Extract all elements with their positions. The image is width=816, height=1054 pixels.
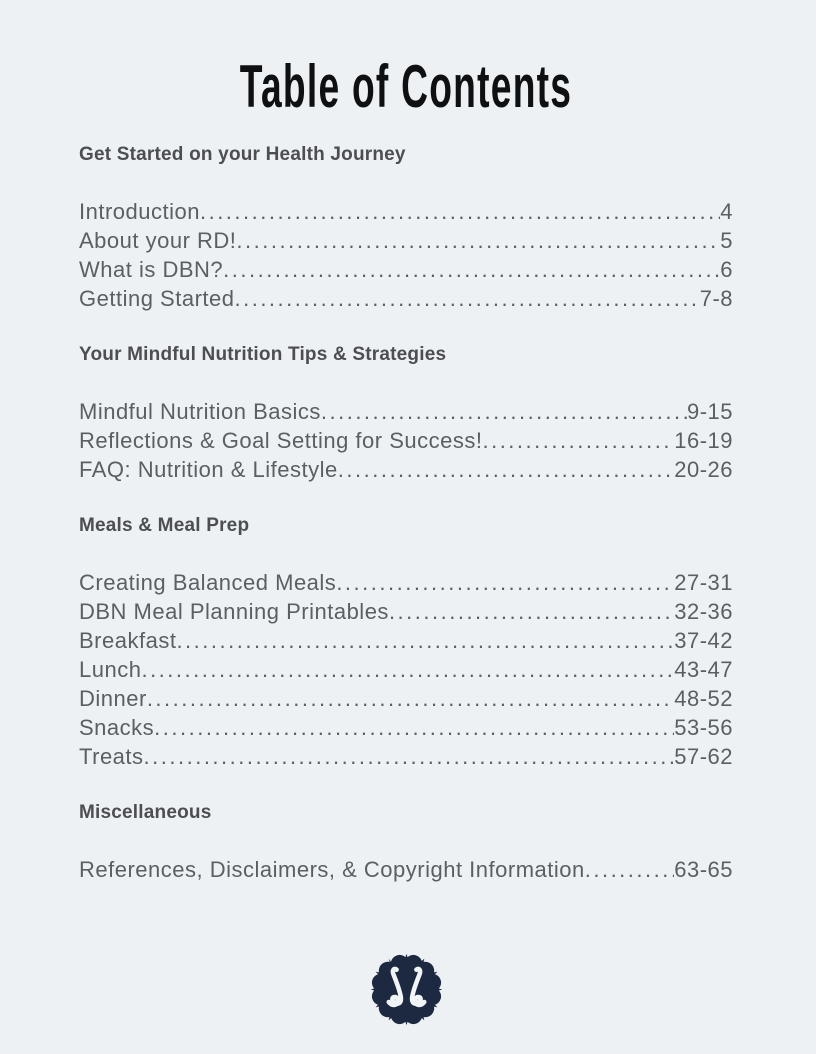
toc-entry-pages: 20-26 xyxy=(674,457,733,482)
toc-entry-pages: 53-56 xyxy=(674,715,733,740)
toc-entry-pages: 37-42 xyxy=(674,628,733,653)
page-title: Table of Contents xyxy=(239,53,573,120)
toc-entry-label: Lunch xyxy=(79,657,142,682)
toc-entry[interactable] xyxy=(79,226,733,255)
dot-leader xyxy=(223,255,720,284)
toc-list xyxy=(79,197,733,313)
dot-leader xyxy=(321,397,687,426)
toc-entry-pages: 27-31 xyxy=(674,570,733,595)
toc-list xyxy=(79,397,733,484)
db-monogram-badge-icon xyxy=(370,953,443,1026)
toc-entry[interactable] xyxy=(79,597,733,626)
toc-section xyxy=(79,143,733,313)
section-heading: Meals & Meal Prep xyxy=(79,515,250,536)
toc-entry-label: Breakfast xyxy=(79,628,177,653)
brand-logo xyxy=(79,953,733,1026)
toc-entry[interactable] xyxy=(79,397,733,426)
dot-leader xyxy=(585,855,674,884)
toc-entry[interactable] xyxy=(79,426,733,455)
toc-entry[interactable] xyxy=(79,855,733,884)
toc-entry-pages: 57-62 xyxy=(674,744,733,769)
toc-entry-pages: 43-47 xyxy=(674,657,733,682)
section-heading: Miscellaneous xyxy=(79,802,212,823)
dot-leader xyxy=(176,626,674,655)
toc-entry-label: Introduction xyxy=(79,199,200,224)
toc-entry[interactable] xyxy=(79,284,733,313)
toc-entry-pages: 16-19 xyxy=(674,428,733,453)
toc-entry-pages: 5 xyxy=(720,228,733,253)
toc-entry-label: References, Disclaimers, & Copyright Information xyxy=(79,857,585,882)
toc-section xyxy=(79,343,733,484)
toc-entry[interactable] xyxy=(79,742,733,771)
toc-entry-label: What is DBN? xyxy=(79,257,224,282)
dot-leader xyxy=(236,226,720,255)
section-heading: Your Mindful Nutrition Tips & Strategies xyxy=(79,344,447,365)
toc-section xyxy=(79,801,733,884)
dot-leader xyxy=(336,568,674,597)
toc-entry-label: Snacks xyxy=(79,715,155,740)
toc-entry-label: Mindful Nutrition Basics xyxy=(79,399,321,424)
toc-entry-pages: 4 xyxy=(720,199,733,224)
toc-entry[interactable] xyxy=(79,255,733,284)
toc-entry[interactable] xyxy=(79,455,733,484)
toc-entry-label: Reflections & Goal Setting for Success! xyxy=(79,428,483,453)
toc-entry-label: Dinner xyxy=(79,686,147,711)
toc-entry[interactable] xyxy=(79,626,733,655)
dot-leader xyxy=(147,684,674,713)
dot-leader xyxy=(141,655,674,684)
dot-leader xyxy=(154,713,674,742)
toc-list xyxy=(79,855,733,884)
dot-leader xyxy=(144,742,675,771)
toc-list xyxy=(79,568,733,771)
toc-entry[interactable] xyxy=(79,655,733,684)
dot-leader xyxy=(200,197,720,226)
toc-entry-label: Getting Started xyxy=(79,286,235,311)
toc-entry[interactable] xyxy=(79,197,733,226)
toc-entry[interactable] xyxy=(79,684,733,713)
dot-leader xyxy=(389,597,674,626)
dot-leader xyxy=(482,426,674,455)
toc-entry-label: DBN Meal Planning Printables xyxy=(79,599,389,624)
toc-entry-pages: 7-8 xyxy=(699,286,733,311)
toc-entry-label: About your RD! xyxy=(79,228,237,253)
toc-entry-pages: 32-36 xyxy=(674,599,733,624)
badge-scallop-shape xyxy=(371,955,440,1024)
toc-entry[interactable] xyxy=(79,713,733,742)
toc-entry-pages: 9-15 xyxy=(686,399,733,424)
dot-leader xyxy=(234,284,699,313)
toc-entry-pages: 6 xyxy=(720,257,733,282)
toc-entry-label: FAQ: Nutrition & Lifestyle xyxy=(79,457,338,482)
toc-section xyxy=(79,514,733,771)
toc-entry[interactable] xyxy=(79,568,733,597)
toc-entry-label: Treats xyxy=(79,744,144,769)
dot-leader xyxy=(338,455,674,484)
section-heading: Get Started on your Health Journey xyxy=(79,144,406,165)
toc-entry-pages: 48-52 xyxy=(674,686,733,711)
toc-entry-pages: 63-65 xyxy=(674,857,733,882)
toc-entry-label: Creating Balanced Meals xyxy=(79,570,337,595)
